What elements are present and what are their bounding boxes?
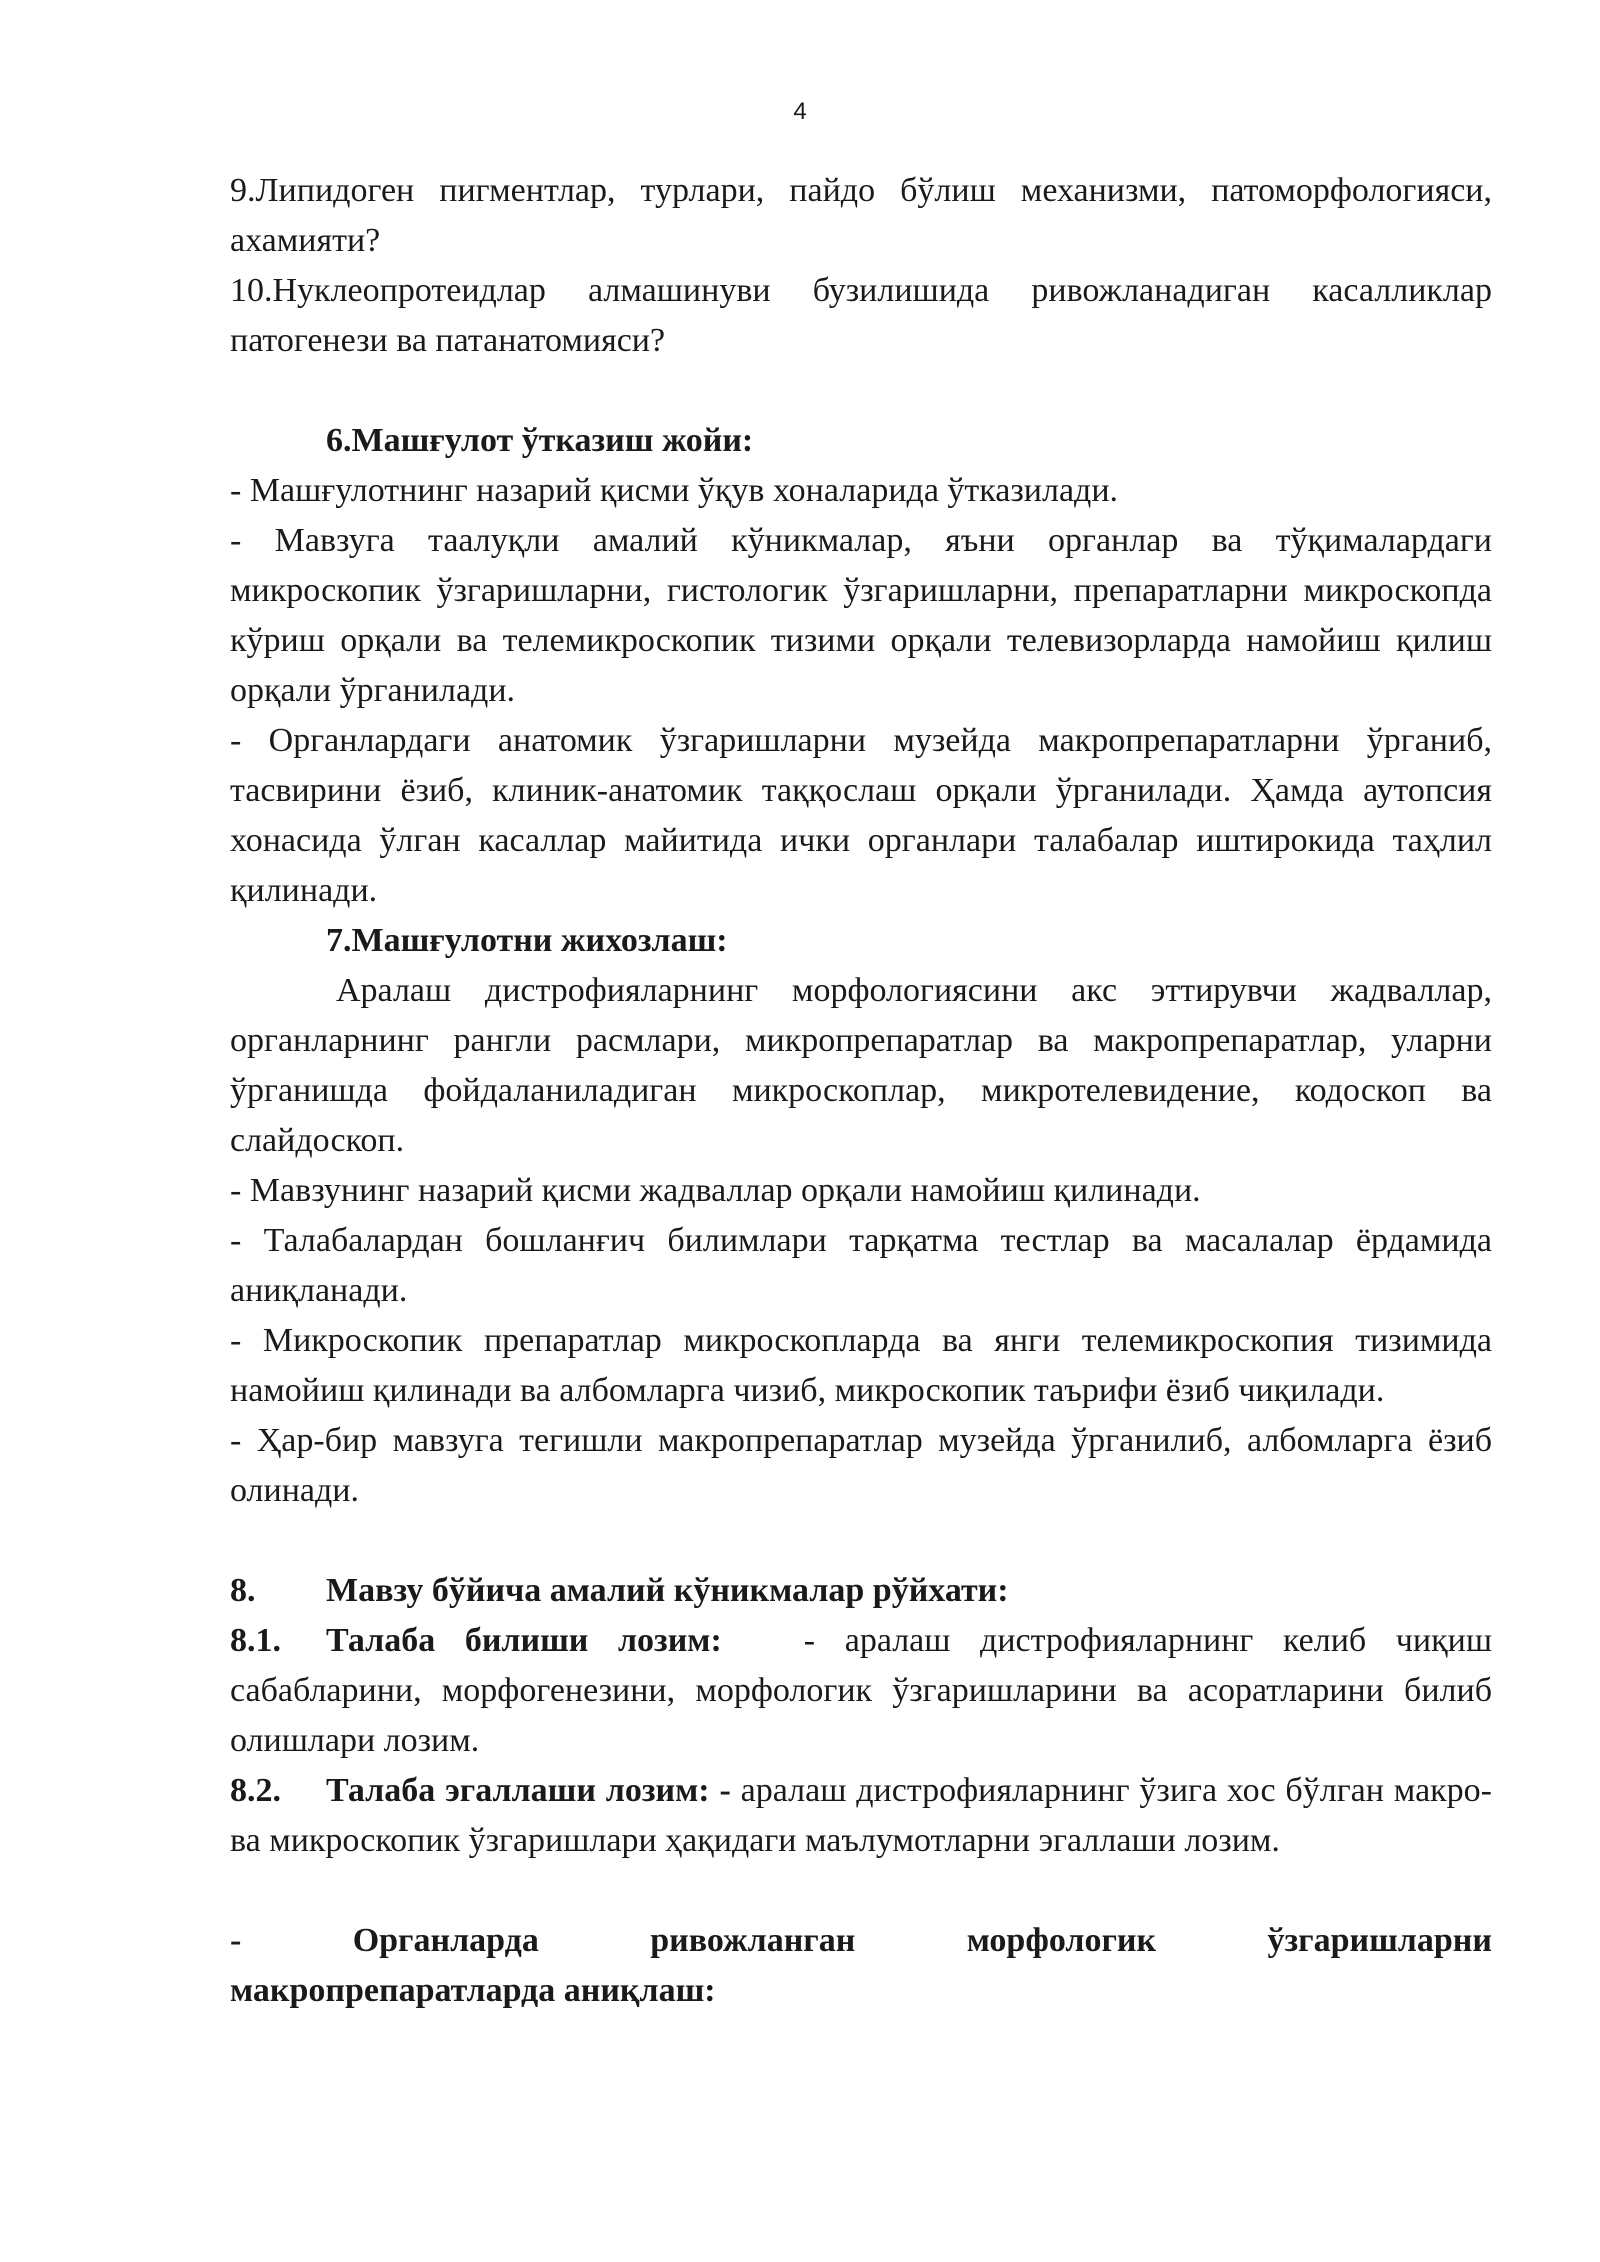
final-heading-word-4: ўзгаришларни: [1267, 1922, 1492, 1959]
document-body: [230, 166, 1492, 2016]
final-heading-word-3: морфологик: [966, 1922, 1157, 1959]
section-7-intro: Аралаш дистрофияларнинг морфологиясини акс эттирувчи жадваллар, органларнинг рангли расмлари, микропрепаратлар ва макропрепаратлар, уларни ўрганишда фойдаланиладиган микроскоплар, микротелевидение, кодоскоп ва слайдоскоп.: [230, 972, 1492, 1159]
section-8-heading: [230, 1566, 1492, 1616]
section-8-title: Мавзу бўйича амалий кўникмалар рўйхати:: [326, 1572, 1009, 1609]
final-heading: [230, 1916, 1492, 2016]
final-heading-word-2: ривожланган: [650, 1922, 856, 1959]
spacer: [230, 1866, 1492, 1916]
final-heading-word-1: Органларда: [352, 1922, 539, 1959]
section-7-paragraph-1: - Мавзунинг назарий қисми жадваллар орқали намойиш қилинади.: [230, 1172, 1201, 1209]
final-heading-line-1: [230, 1916, 1492, 1966]
section-8-2-number: 8.2.: [230, 1772, 281, 1809]
spacer: [230, 366, 1492, 416]
section-8-2-dash: -: [719, 1772, 731, 1809]
final-heading-dash: -: [230, 1922, 242, 1959]
section-8-1-number: 8.1.: [230, 1622, 281, 1659]
section-8-1-text: - аралаш дистрофияларнинг келиб чиқиш сабабларини, морфогенезини, морфологик ўзгаришларини ва асоратларини билиб олишлари лозим.: [230, 1622, 1492, 1759]
section-8-2-label: Талаба эгаллаши лозим:: [326, 1772, 710, 1809]
section-7-paragraph-3: - Микроскопик препаратлар микроскопларда ва янги телемикроскопия тизимида намойиш қилинади ва албомларга чизиб, микроскопик таърифи ёзиб чиқилади.: [230, 1322, 1492, 1409]
question-9: 9.Липидоген пигментлар, турлари, пайдо бўлиш механизми, патоморфологияси, ахамияти?: [230, 172, 1492, 259]
section-8-2-text: аралаш дистрофияларнинг ўзига хос бўлган макро- ва микроскопик ўзгаришлари ҳақидаги маълумотларни эгаллаши лозим.: [230, 1772, 1492, 1859]
section-7-heading: 7.Машғулотни жихозлаш:: [326, 922, 728, 959]
section-7-paragraph-2: - Талабалардан бошланғич билимлари тарқатма тестлар ва масалалар ёрдамида аниқланади.: [230, 1222, 1492, 1309]
section-8-number: 8.: [230, 1572, 256, 1609]
section-8-1-label: Талаба билиши лозим:: [326, 1622, 722, 1659]
section-6-heading: 6.Машғулот ўтказиш жойи:: [326, 422, 754, 459]
section-8-2: [230, 1766, 1492, 1866]
section-7-paragraph-4: - Ҳар-бир мавзуга тегишли макропрепаратлар музейда ўрганилиб, албомларга ёзиб олинади.: [230, 1422, 1492, 1509]
page-number: 4: [793, 98, 807, 125]
question-10: 10.Нуклеопротеидлар алмашинуви бузилишида ривожланадиган касалликлар патогенези ва патанатомияси?: [230, 272, 1492, 359]
section-6-paragraph-1: - Машғулотнинг назарий қисми ўқув хоналарида ўтказилади.: [230, 472, 1119, 509]
section-6-paragraph-2: - Мавзуга таалуқли амалий кўникмалар, яъни органлар ва тўқималардаги микроскопик ўзгаришларни, гистологик ўзгаришларни, препаратларни микроскопда кўриш орқали ва телемикроскопик тизими орқали телевизорларда намойиш қилиш орқали ўрганилади.: [230, 522, 1492, 709]
spacer: [230, 1516, 1492, 1566]
final-heading-line-2: макропрепаратларда аниқлаш:: [230, 1972, 716, 2009]
section-6-paragraph-3: - Органлардаги анатомик ўзгаришларни музейда макропрепаратларни ўрганиб, тасвирини ёзиб, клиник-анатомик таққослаш орқали ўрганилади. Ҳамда аутопсия хонасида ўлган касаллар майитида ички органлари талабалар иштирокида таҳлил қилинади.: [230, 722, 1492, 909]
section-8-1: [230, 1616, 1492, 1766]
